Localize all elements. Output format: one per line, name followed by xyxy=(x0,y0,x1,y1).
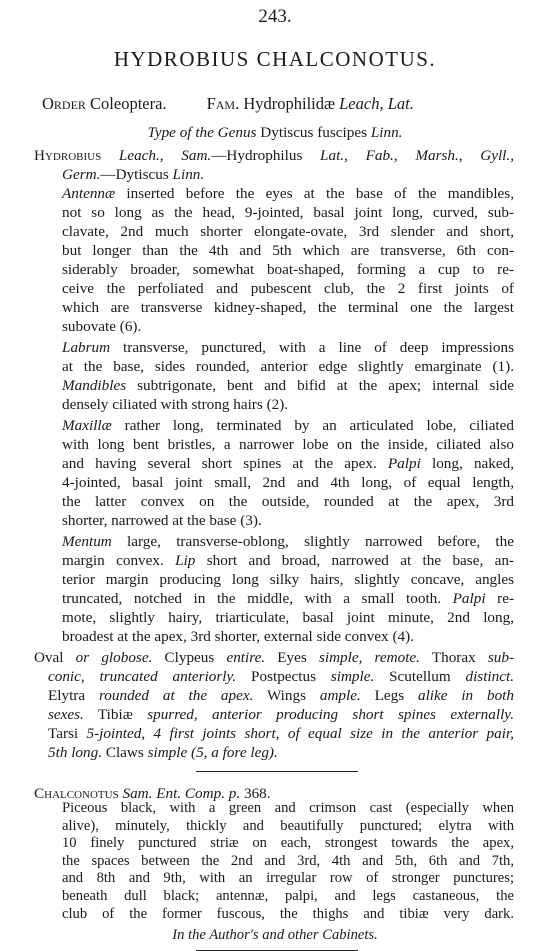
species-line: the spaces between the 2nd and 3rd, 4th and 5th, 6th and 7th, xyxy=(62,852,514,869)
habit-line: Oval or globose. Clypeus entire. Eyes simple, remote. Thorax sub- xyxy=(34,649,514,666)
labrum-line: at the base, sides rounded, anterior edge slightly emarginate (1). xyxy=(62,358,514,375)
type-authority: Linn. xyxy=(370,124,403,141)
antennae-line: ceive the perfoliated and pubescent club, the 2 first joints of xyxy=(62,280,514,297)
family-authority: Leach, Lat. xyxy=(339,94,414,113)
maxillae-line: with long bent bristles, a narrower lobe on the inside, ciliated also xyxy=(62,436,514,453)
habit-line: Elytra rounded at the apex. Wings ample. Legs alike in both xyxy=(48,687,514,704)
species-heading: Chalconotus Sam. Ent. Comp. p. 368. xyxy=(34,785,271,802)
location-line: In the Author's and other Cabinets. xyxy=(172,927,378,944)
maxillae-line: and having several short spines at the apex. Palpi long, naked, xyxy=(62,455,514,472)
type-prefix: Type of the Genus xyxy=(147,124,257,141)
species-line: club of the former fuscous, the thighs and tibiæ very dark. xyxy=(62,905,514,922)
species-line: and 8th and 9th, with an irregular row of stronger punctures; xyxy=(62,870,514,887)
habit-line: conic, truncated anteriorly. Postpectus simple. Scutellum distinct. xyxy=(48,668,514,685)
mentum-line: terior margin producing long silky hairs, slightly concave, angles xyxy=(62,571,514,588)
antennae-line: not so long as the head, 9-jointed, basal joint long, curved, sub- xyxy=(62,204,514,221)
species-line: 10 finely punctured striæ on each, strongest towards the apex, xyxy=(62,835,514,852)
section-divider xyxy=(196,771,358,772)
mentum-line: mote, slightly hairy, triarticulate, basal joint minute, 2nd long, xyxy=(62,609,514,626)
genus-line-2: Germ.—Dytiscus Linn. xyxy=(62,166,205,183)
species-line: beneath dull black; antennæ, palpi, and legs castaneous, the xyxy=(62,888,514,904)
antennae-line: subovate (6). xyxy=(62,318,142,335)
labrum-line: Labrum transverse, punctured, with a line of deep impressions xyxy=(62,339,514,356)
antennae-line: which are transverse kidney-shaped, the terminal one the largest xyxy=(62,299,514,316)
maxillae-line: the latter convex on the outside, rounded at the apex, 3rd xyxy=(62,493,514,510)
species-line: Piceous black, with a green and crimson cast (especially when xyxy=(62,800,514,816)
antennae-line: siderably broader, somewhat boat-shaped, forming a cup to re- xyxy=(62,261,514,278)
mentum-line: truncated, notched in the middle, with a small tooth. Palpi re- xyxy=(62,590,515,607)
order-label: Order xyxy=(42,94,86,113)
mandibles-line: densely ciliated with strong hairs (2). xyxy=(62,396,289,413)
antennae-line: clavate, 2nd much shorter elongate-ovate, 3rd slender and short, xyxy=(62,223,514,240)
antennae-line: Antennæ inserted before the eyes at the base of the mandibles, xyxy=(62,185,514,202)
type-line xyxy=(0,123,550,142)
mentum-line: broadest at the apex, 3rd shorter, external side convex (4). xyxy=(62,628,414,645)
maxillae-line: Maxillæ rather long, terminated by an articulated lobe, ciliated xyxy=(62,417,514,434)
habit-line: Tarsi 5-jointed, 4 first joints short, of equal size in the anterior pair, xyxy=(48,725,514,742)
mentum-line: Mentum large, transverse-oblong, slightly narrowed before, the xyxy=(62,533,514,550)
genus-name: Hydrobius xyxy=(34,147,102,164)
mentum-line: margin convex. Lip short and broad, narrowed at the base, an- xyxy=(62,552,514,569)
genus-line-1: Hydrobius Leach., Sam.—Hydrophilus Lat., Fab., Marsh., Gyll., xyxy=(34,147,514,164)
classification-line xyxy=(42,94,512,113)
habit-line: sexes. Tibiæ spurred, anterior producing short spines externally. xyxy=(48,706,515,723)
mandibles-line: Mandibles subtrigonate, bent and bifid at the apex; internal side xyxy=(62,377,514,394)
family-label: Fam. xyxy=(206,94,240,113)
family-value: Hydrophilidæ xyxy=(239,94,340,113)
page-title: HYDROBIUS CHALCONOTUS. xyxy=(113,47,437,71)
habit-line: 5th long. Claws simple (5, a fore leg). xyxy=(48,744,278,761)
antennae-line: but longer than the 4th and 5th which are transverse, 6th con- xyxy=(62,242,514,259)
species-line: alive), minutely, thickly and beautifully punctured; elytra with xyxy=(62,817,514,834)
type-species: Dytiscus fuscipes xyxy=(256,124,371,141)
maxillae-line: 4-jointed, basal joint small, 2nd and 4th long, of equal length, xyxy=(62,474,514,491)
order-value: Coleoptera. xyxy=(85,94,167,113)
species-name: Chalconotus xyxy=(34,785,119,802)
page-number: 243. xyxy=(258,6,292,27)
maxillae-line: shorter, narrowed at the base (3). xyxy=(62,512,262,529)
